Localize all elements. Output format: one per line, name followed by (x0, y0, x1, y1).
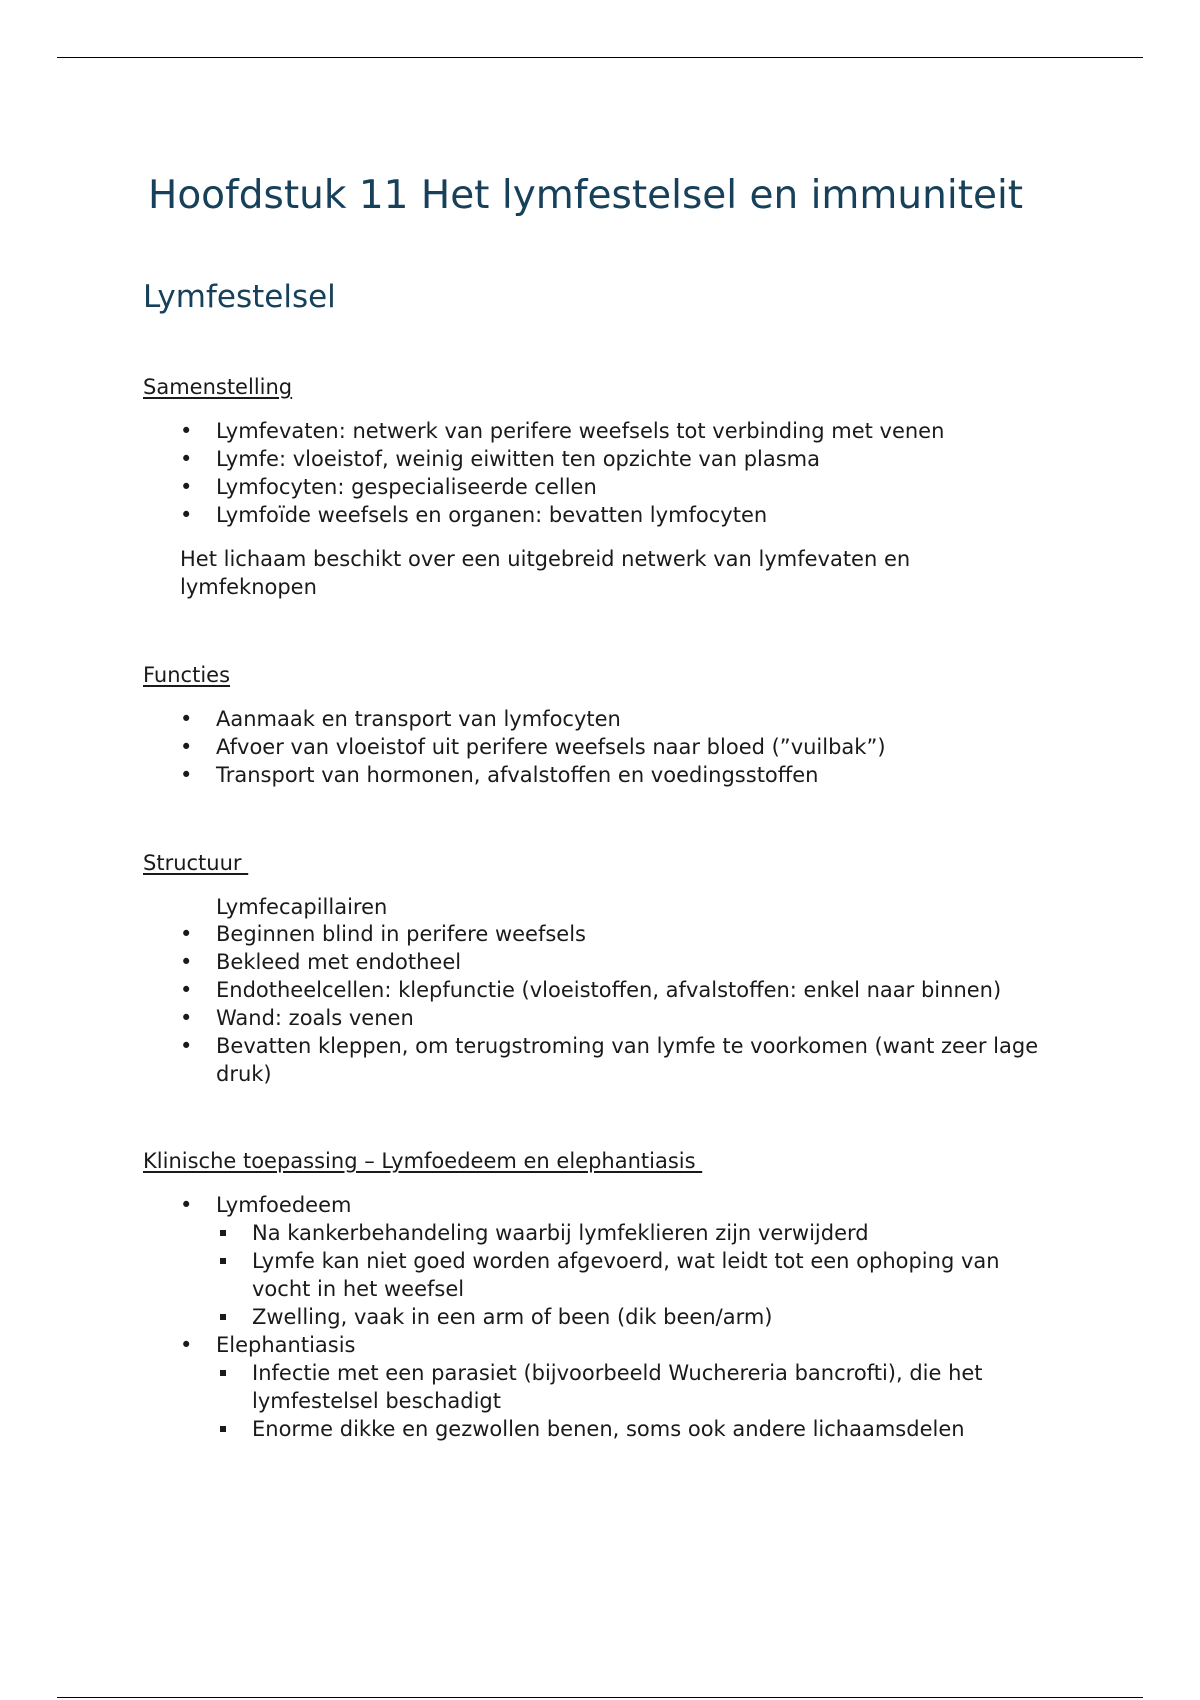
bullet-icon: • (180, 1034, 193, 1058)
bullet-icon: • (180, 1006, 193, 1030)
list-item-text: Bekleed met endotheel (216, 950, 462, 974)
samenstelling-paragraph: Het lichaam beschikt over een uitgebreid netwerk van lymfevaten en lymfeknopen (180, 547, 911, 599)
list-item (180, 705, 1020, 733)
bullet-icon: • (180, 707, 193, 731)
list-item (180, 761, 1020, 789)
bullet-icon: • (180, 735, 193, 759)
list-item (180, 976, 1060, 1004)
sub-list-item-text: Lymfe kan niet goed worden afgevoerd, wat leidt tot een ophoping van vocht in het weefsel (252, 1249, 1000, 1301)
bullet-icon: • (180, 978, 193, 1002)
list-item-text: Afvoer van vloeistof uit perifere weefsels naar bloed (”vuilbak”) (216, 735, 886, 759)
bullet-icon: • (180, 503, 193, 527)
klinisch-list (180, 1191, 1060, 1443)
list-item (180, 1032, 1060, 1088)
structuur-label: Lymfecapillairen (216, 895, 388, 919)
bullet-icon: • (180, 950, 193, 974)
square-bullet-icon (220, 1426, 226, 1432)
subheading-klinische-toepassing: Klinische toepassing – Lymfoedeem en elephantiasis (143, 1149, 703, 1173)
list-item (180, 1191, 1060, 1331)
list-item-text: Beginnen blind in perifere weefsels (216, 922, 586, 946)
list-item-text: Lymfevaten: netwerk van perifere weefsels tot verbinding met venen (216, 419, 945, 443)
list-item-text: Endotheelcellen: klepfunctie (vloeistoffen, afvalstoffen: enkel naar binnen) (216, 978, 1002, 1002)
list-item-text: Lymfoïde weefsels en organen: bevatten lymfocyten (216, 503, 768, 527)
list-item (180, 733, 1020, 761)
list-item (180, 473, 1020, 501)
sub-list-item-text: Na kankerbehandeling waarbij lymfeklieren zijn verwijderd (252, 1221, 869, 1245)
subheading-structuur: Structuur (143, 851, 249, 875)
functies-list (180, 705, 1020, 789)
list-item-text: Bevatten kleppen, om terugstroming van lymfe te voorkomen (want zeer lage druk) (216, 1034, 1039, 1086)
square-bullet-icon (220, 1230, 226, 1236)
sub-list-item (216, 1219, 1060, 1247)
sub-list-item (216, 1359, 1060, 1415)
subheading-functies: Functies (143, 663, 231, 687)
square-bullet-icon (220, 1314, 226, 1320)
list-item (180, 948, 1060, 976)
structuur-list (180, 920, 1060, 1088)
list-item-text: Lymfoedeem (216, 1193, 352, 1217)
list-item-text: Aanmaak en transport van lymfocyten (216, 707, 621, 731)
bullet-icon: • (180, 763, 193, 787)
list-item-text: Elephantiasis (216, 1333, 356, 1357)
list-item (180, 417, 1020, 445)
square-bullet-icon (220, 1370, 226, 1376)
subheading-samenstelling: Samenstelling (143, 375, 293, 399)
bullet-icon: • (180, 475, 193, 499)
header-rule (57, 57, 1143, 58)
bullet-icon: • (180, 1193, 193, 1217)
bullet-icon: • (180, 419, 193, 443)
list-item (180, 1004, 1060, 1032)
bullet-icon: • (180, 922, 193, 946)
sub-list-item (216, 1303, 1060, 1331)
sub-list (216, 1219, 1060, 1331)
samenstelling-list (180, 417, 1020, 529)
section-heading: Lymfestelsel (143, 279, 336, 315)
sub-list-item-text: Zwelling, vaak in een arm of been (dik been/arm) (252, 1305, 773, 1329)
list-item (180, 445, 1020, 473)
list-item-text: Wand: zoals venen (216, 1006, 414, 1030)
sub-list-item-text: Infectie met een parasiet (bijvoorbeeld Wuchereria bancrofti), die het lymfestelsel beschadigt (252, 1361, 983, 1413)
list-item-text: Lymfe: vloeistof, weinig eiwitten ten opzichte van plasma (216, 447, 821, 471)
list-item (180, 501, 1020, 529)
list-item (180, 1331, 1060, 1443)
list-item-text: Lymfocyten: gespecialiseerde cellen (216, 475, 597, 499)
square-bullet-icon (220, 1258, 226, 1264)
bullet-icon: • (180, 1333, 193, 1357)
footer-rule (57, 1697, 1143, 1698)
sub-list (216, 1359, 1060, 1443)
list-item-text: Transport van hormonen, afvalstoffen en voedingsstoffen (216, 763, 819, 787)
page-title: Hoofdstuk 11 Het lymfestelsel en immuniteit (148, 173, 1024, 218)
bullet-icon: • (180, 447, 193, 471)
sub-list-item (216, 1415, 1060, 1443)
sub-list-item (216, 1247, 1060, 1303)
list-item (180, 920, 1060, 948)
sub-list-item-text: Enorme dikke en gezwollen benen, soms ook andere lichaamsdelen (252, 1417, 965, 1441)
